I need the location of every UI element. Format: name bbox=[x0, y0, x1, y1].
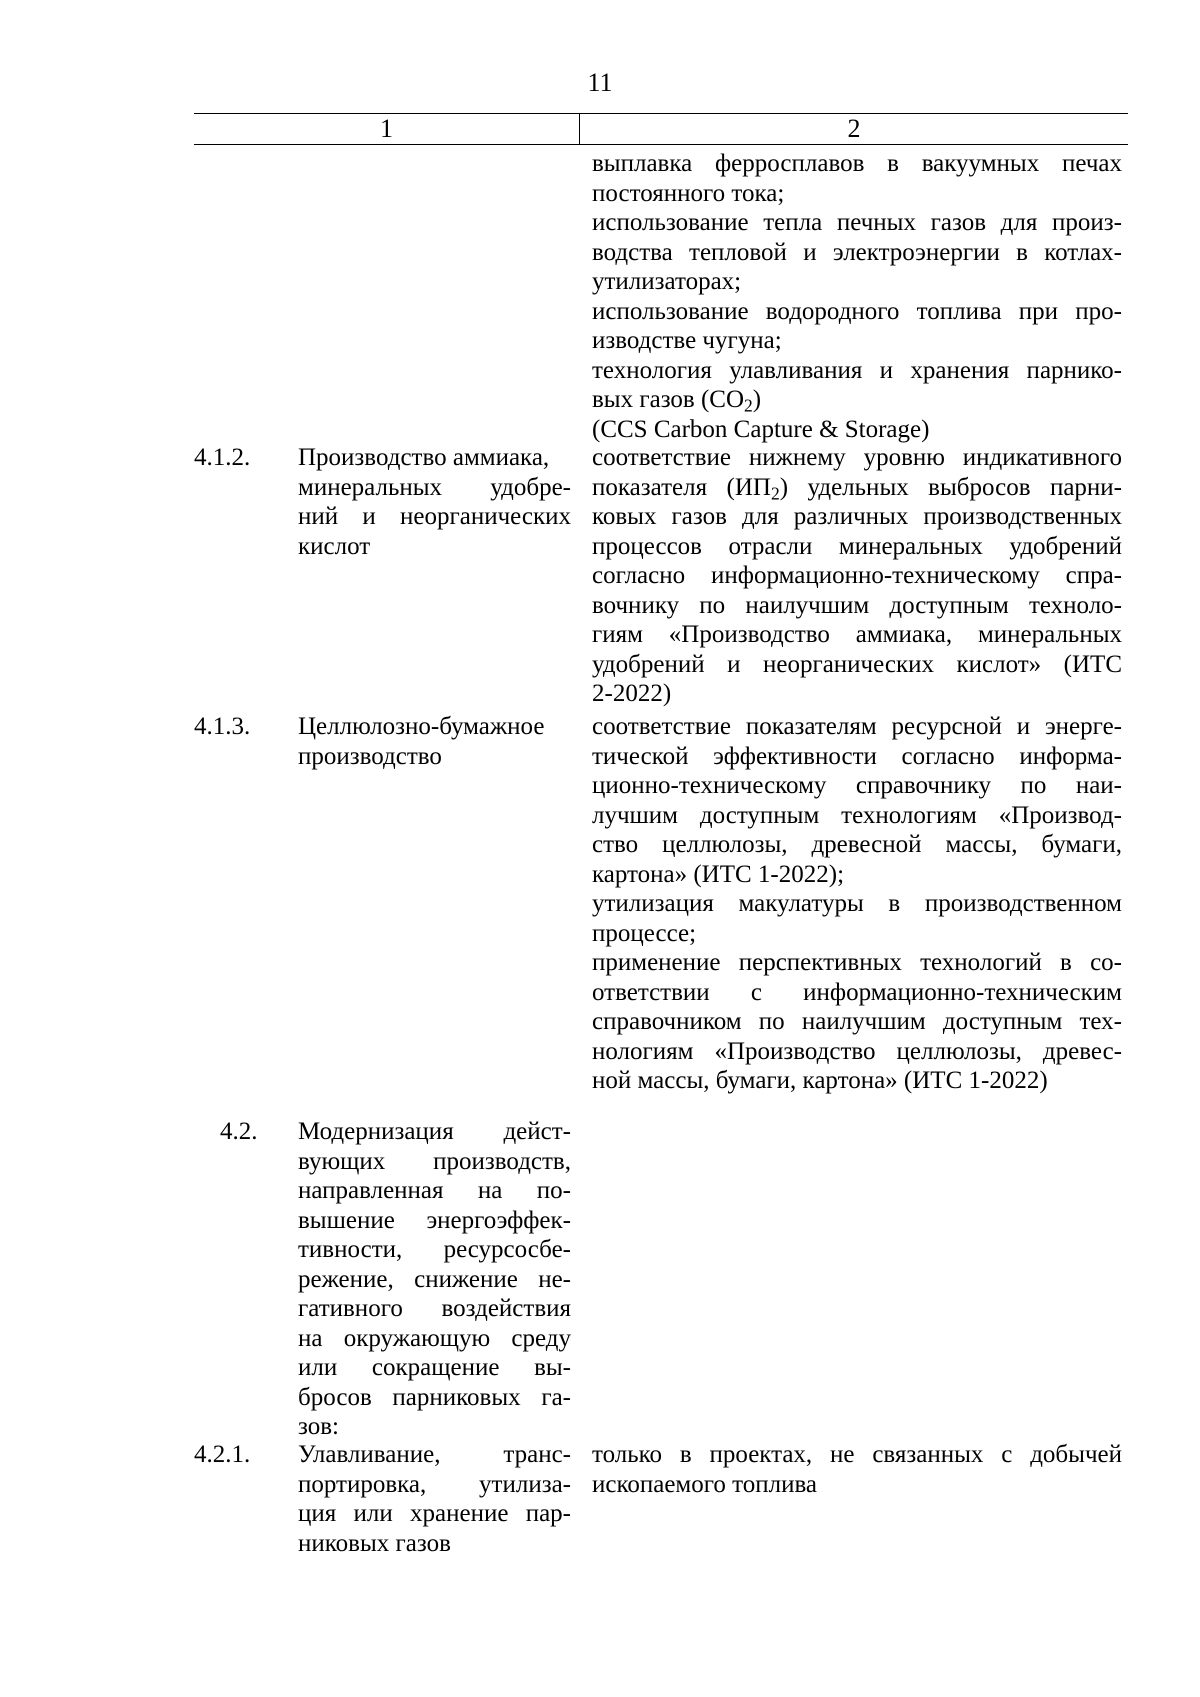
row-title: Производство аммиака, минеральных удобре- ний и неорганических кислот bbox=[298, 444, 571, 560]
desc-line-ip2: показателя $(ИП_2)$ удельных выбросов парни- bbox=[592, 473, 1122, 503]
table-header bbox=[194, 113, 1128, 145]
desc-line: изводстве чугуна; bbox=[592, 327, 782, 354]
row-code: 4.1.2. bbox=[194, 444, 251, 471]
row-title: Целлюлозно-бумажное производство bbox=[298, 713, 545, 770]
desc-line: использование тепла печных газов для произ- bbox=[592, 209, 1122, 236]
row-description: соответствие нижнему уровню индикативного показателя $(ИП_2)$ удельных выбросов парни- ковых газов для различных производственных процессов отрасли минеральных удобрений согласно информационно-техническому спра- вочнику по наилучшим доступным техноло- гиям «Производство аммиака, минеральных удобрений и неорганических кислот» (ИТС 2-2022) bbox=[592, 444, 1122, 707]
desc-line: использование водородного топлива при про- bbox=[592, 297, 1122, 325]
column-header-1: 1 bbox=[194, 114, 580, 144]
desc-line: постоянного тока; bbox=[592, 179, 785, 207]
row-title: Модернизация дейст- вующих производств, направленная на по- вышение энергоэффек- тивности, ресурсосбе- режение, снижение не- гативного воздействия на окружающую среду или сокращение вы- бросов парниковых га- зов: bbox=[298, 1118, 571, 1440]
row-code: 4.1.3. bbox=[194, 713, 251, 740]
subscript: 2 bbox=[770, 482, 780, 503]
continued-description bbox=[592, 149, 1122, 444]
desc-line: водства тепловой и электроэнергии в котлах- bbox=[592, 238, 1122, 266]
row-description: только в проектах, не связанных с добычей ископаемого топлива bbox=[592, 1441, 1122, 1498]
subscript: 2 bbox=[744, 395, 753, 416]
page-number: 11 bbox=[587, 68, 613, 97]
row-code: 4.2. bbox=[220, 1118, 258, 1145]
desc-line: утилизаторах; bbox=[592, 268, 742, 295]
row-code: 4.2.1. bbox=[194, 1441, 251, 1468]
row-title: Улавливание, транс- портировка, утилиза- ция или хранение пар- никовых газов bbox=[298, 1441, 571, 1557]
desc-line: технология улавливания и хранения парнико- bbox=[592, 356, 1122, 384]
row-description: соответствие показателям ресурсной и энерге- тической эффективности согласно информа- ционно-техническому справочнику по наи- лучшим доступным технологиям «Производ- ство целлюлозы, древесной массы, бумаги, картона» (ИТС 1-2022); утилизация макулатуры в производственном процессе; применение перспективных технологий в со- ответствии с информационно-техническим справочником по наилучшим доступным тех- нологиям «Производство целлюлозы, древес- ной массы, бумаги, картона» (ИТС 1-2022) bbox=[592, 713, 1122, 1094]
desc-line: (CCS Carbon Capture & Storage) bbox=[592, 415, 930, 443]
column-header-2: 2 bbox=[847, 114, 861, 143]
desc-line: выплавка ферросплавов в вакуумных печах bbox=[592, 150, 1122, 177]
desc-line-co2: вых газов $(CO_2)$ bbox=[592, 386, 762, 416]
